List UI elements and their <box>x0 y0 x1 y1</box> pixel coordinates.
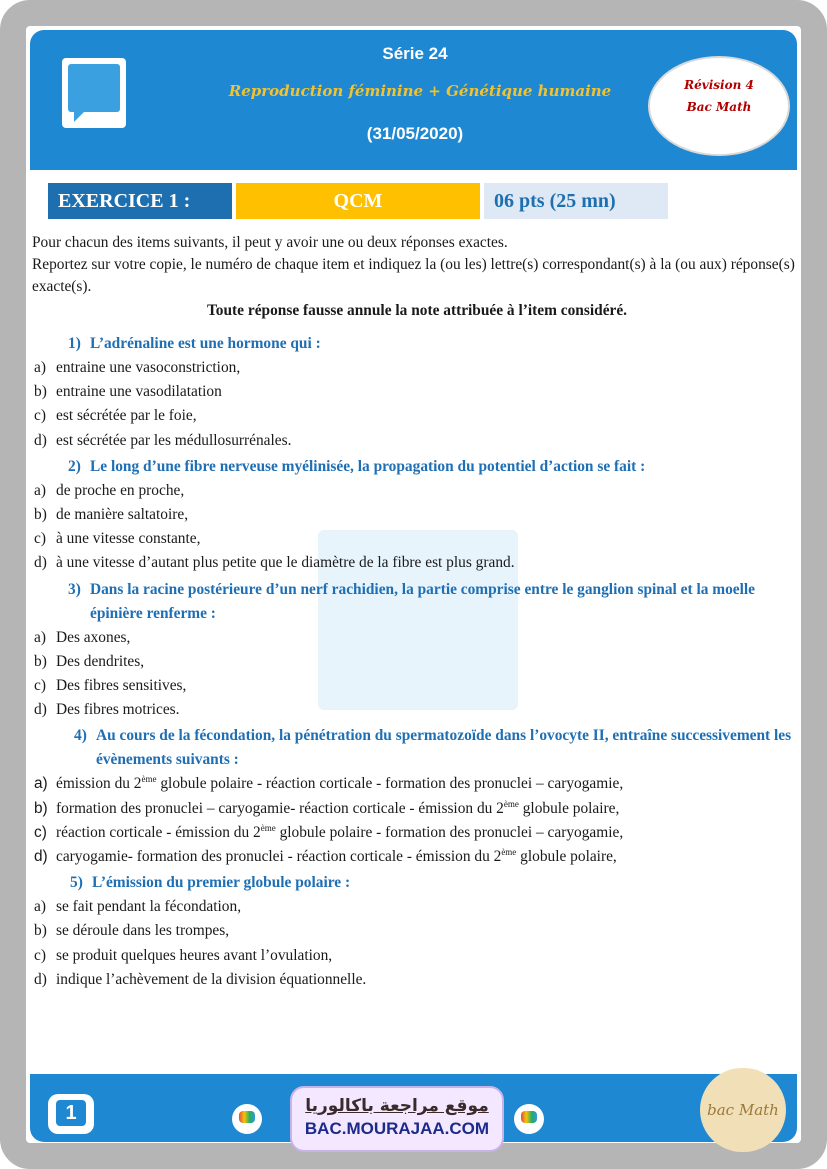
option-text: est sécrétée par le foie, <box>56 407 197 425</box>
option-letter: c) <box>34 530 46 548</box>
revision-label: Révision 4 <box>684 78 754 92</box>
question-number: 4) <box>74 727 87 745</box>
question-number: 3) <box>68 580 81 598</box>
revision-section: Bac Math <box>686 100 752 114</box>
option-text-start: caryogamie- formation des pronuclei - réaction corticale - émission du 2 <box>56 848 502 866</box>
exercise-points: 06 pts (25 mn) <box>484 183 668 219</box>
question-text: L’adrénaline est une hormone qui : <box>90 335 321 352</box>
ordinal-suffix: ème <box>141 774 157 785</box>
option-text-end: globule polaire - réaction corticale - formation des pronuclei – caryogamie, <box>156 775 624 793</box>
option-item <box>32 380 802 404</box>
exercise-label: EXERCICE 1 : <box>48 183 232 219</box>
option-item <box>32 797 802 821</box>
option-text: entraine une vasoconstriction, <box>56 359 241 376</box>
option-item <box>32 527 802 551</box>
option-item <box>32 772 802 796</box>
exercise-content <box>32 232 802 992</box>
option-item <box>32 944 802 968</box>
scoring-rule: Toute réponse fausse annule la note attribuée à l’item considéré. <box>206 302 628 319</box>
option-text: de proche en proche, <box>56 481 185 499</box>
option-item <box>32 919 802 943</box>
option-letter: d) <box>34 701 47 719</box>
option-text: Des dendrites, <box>56 652 145 670</box>
option-text-end: globule polaire - formation des pronuclei – caryogamie, <box>275 823 624 841</box>
option-text: de manière saltatoire, <box>56 506 189 524</box>
option-text: est sécrétée par les médullosurrénales. <box>56 431 292 449</box>
ordinal-suffix: ème <box>503 798 519 809</box>
option-text-end: globule polaire, <box>518 799 620 817</box>
ordinal-suffix: ème <box>501 846 517 857</box>
option-text: à une vitesse d’autant plus petite que le diamètre de la fibre est plus grand. <box>56 554 515 572</box>
option-letter: d) <box>34 970 47 988</box>
option-letter: d) <box>34 848 48 866</box>
option-letter: d) <box>34 554 47 572</box>
question-4 <box>32 724 802 772</box>
option-text <box>56 845 802 869</box>
option-letter: a) <box>34 775 48 793</box>
option-letter: a) <box>34 481 46 499</box>
option-item <box>32 479 802 503</box>
site-name-arabic: موقع مراجعة باكالوريا <box>305 1096 489 1116</box>
option-item <box>32 821 802 845</box>
option-letter: c) <box>34 407 46 425</box>
option-letter: c) <box>34 823 47 841</box>
option-text: Des fibres motrices. <box>56 701 180 719</box>
option-text: indique l’achèvement de la division équationnelle. <box>56 970 367 988</box>
question-1 <box>32 332 802 356</box>
option-letter: b) <box>34 799 48 817</box>
option-item <box>32 698 802 722</box>
site-link[interactable] <box>290 1086 504 1152</box>
question-3 <box>32 578 802 626</box>
instruction-line: Pour chacun des items suivants, il peut y avoir une ou deux réponses exactes. <box>32 234 508 251</box>
option-letter: b) <box>34 652 47 670</box>
option-letter: a) <box>34 898 46 916</box>
series-subtitle: Reproduction féminine + Génétique humaine <box>228 82 612 100</box>
option-text: se fait pendant la fécondation, <box>56 898 242 916</box>
question-2 <box>32 455 802 479</box>
option-letter: b) <box>34 506 47 524</box>
option-item <box>32 356 802 380</box>
option-item <box>32 551 802 575</box>
option-text: entraine une vasodilatation <box>56 383 222 401</box>
option-letter: c) <box>34 946 46 964</box>
question-5 <box>32 871 802 895</box>
option-text: Des fibres sensitives, <box>56 677 187 695</box>
option-item <box>32 429 802 453</box>
ordinal-suffix: ème <box>260 822 276 833</box>
option-item <box>32 968 802 992</box>
option-letter: a) <box>34 359 46 376</box>
option-letter: b) <box>34 383 47 401</box>
option-text <box>56 797 802 821</box>
option-letter: b) <box>34 922 47 940</box>
option-item <box>32 650 802 674</box>
option-item <box>32 895 802 919</box>
bac-math-logo: bac Math <box>700 1068 786 1152</box>
question-text: L’émission du premier globule polaire : <box>92 874 351 892</box>
option-text: se déroule dans les trompes, <box>56 922 230 940</box>
option-text: Des axones, <box>56 628 131 646</box>
option-text-start: formation des pronuclei – caryogamie- réaction corticale - émission du 2 <box>56 799 504 817</box>
question-text: Au cours de la fécondation, la pénétration du spermatozoïde dans l’ovocyte II, entraîne successivement les évènements suivants : <box>96 727 792 769</box>
option-item <box>32 503 802 527</box>
partner-logo-icon <box>232 1104 262 1134</box>
option-text: se produit quelques heures avant l’ovulation, <box>56 946 333 964</box>
option-item <box>32 845 802 869</box>
option-item <box>32 404 802 428</box>
option-letter: c) <box>34 677 46 695</box>
option-text <box>56 821 802 845</box>
instruction-line: Reportez sur votre copie, le numéro de chaque item et indiquez la (ou les) lettre(s) correspondant(s) à la (ou aux) réponse(s) exacte(s). <box>32 256 795 295</box>
question-number: 1) <box>68 335 81 352</box>
revision-badge <box>650 58 788 154</box>
brand-logo-icon <box>62 58 126 128</box>
option-text-end: globule polaire, <box>516 848 617 866</box>
option-text <box>56 772 802 796</box>
option-item <box>32 674 802 698</box>
question-number: 2) <box>68 457 81 475</box>
series-title: Série 24 <box>382 44 448 63</box>
partner-logo-icon <box>514 1104 544 1134</box>
question-text: Le long d’une fibre nerveuse myélinisée, la propagation du potentiel d’action se fait : <box>90 457 646 475</box>
option-letter: a) <box>34 628 46 646</box>
page-number: 1 <box>56 1100 86 1126</box>
exercise-type: QCM <box>236 183 480 219</box>
option-text-start: émission du 2 <box>56 775 142 793</box>
option-text: à une vitesse constante, <box>56 530 201 548</box>
option-item <box>32 626 802 650</box>
option-letter: d) <box>34 431 47 449</box>
page-number-badge <box>48 1094 94 1134</box>
question-text: Dans la racine postérieure d’un nerf rachidien, la partie comprise entre le ganglion spinal et la moelle épinière renferme : <box>90 580 756 622</box>
site-url: BAC.MOURAJAA.COM <box>304 1119 490 1138</box>
series-date: (31/05/2020) <box>366 124 464 143</box>
option-text-start: réaction corticale - émission du 2 <box>56 823 261 841</box>
question-number: 5) <box>70 874 83 892</box>
